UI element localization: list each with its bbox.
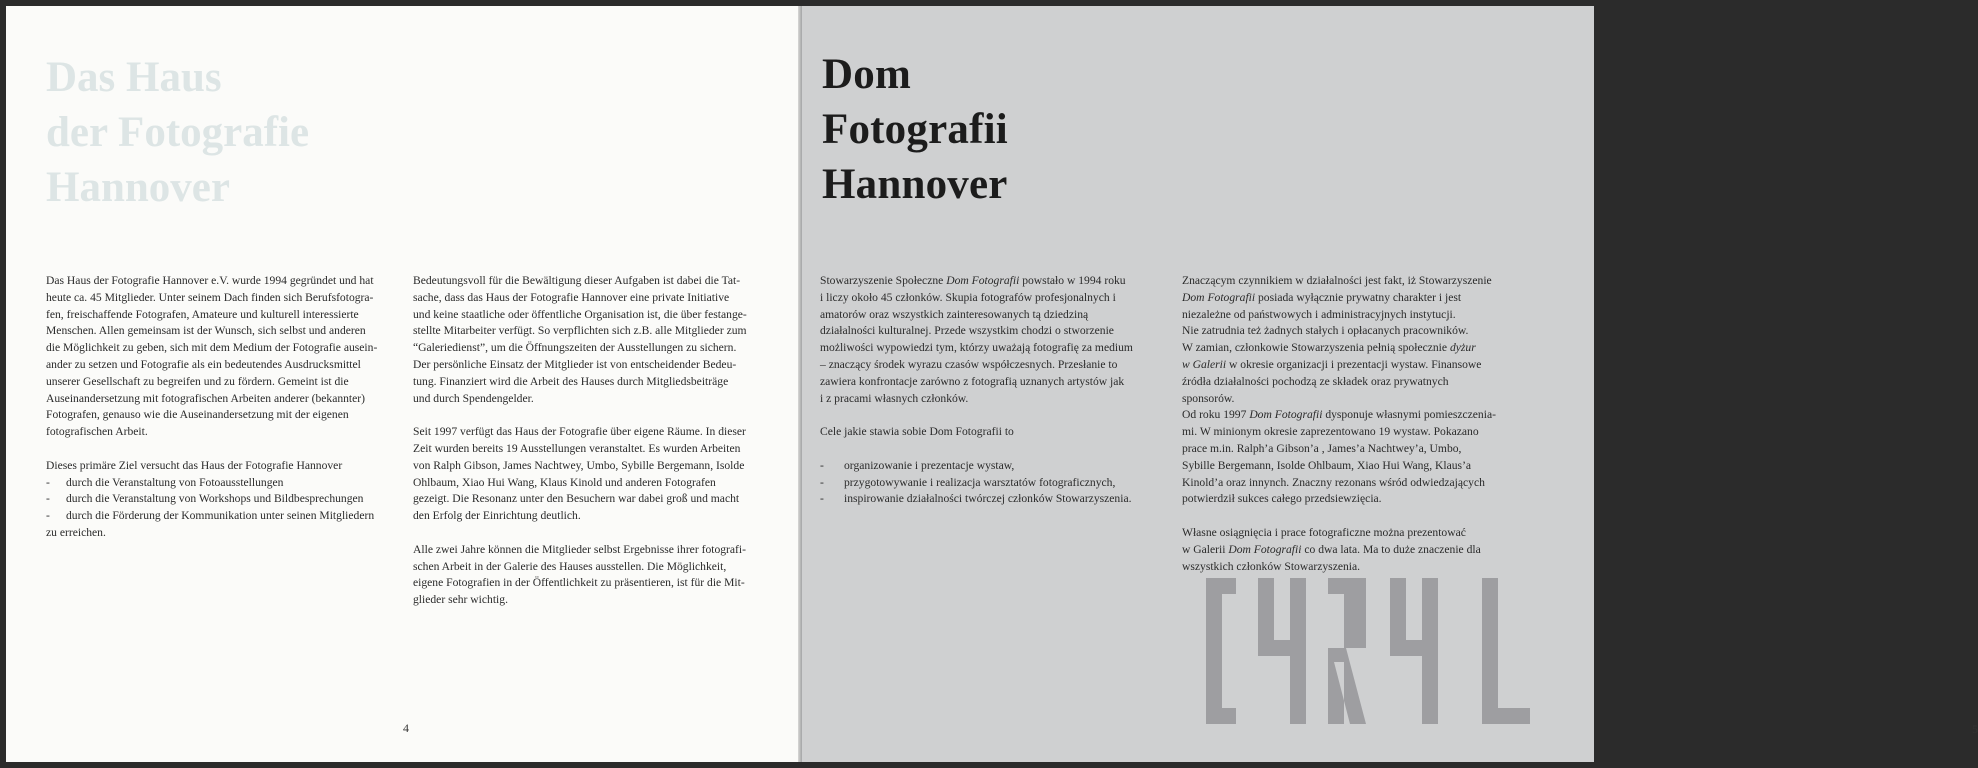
text-line: Zeit wurden bereits 19 Ausstellungen veranstaltet. Es wurden Arbeiten (413, 441, 741, 455)
watermark-letter-r (1328, 578, 1366, 724)
text-line: und keine staatliche oder öffentliche Organisation ist, die über festange- (413, 307, 747, 321)
german-paragraph-exhibitions (413, 424, 763, 525)
left-page (6, 6, 800, 762)
polish-title-line: Hannover (822, 161, 1008, 208)
polish-title-line: Fotografii (822, 106, 1008, 153)
german-column-2 (413, 273, 763, 609)
polish-column-1 (820, 273, 1170, 508)
polish-paragraph-membership (820, 273, 1170, 407)
polish-title (822, 47, 1008, 212)
text-line: fotografischen Arbeit. (46, 425, 148, 439)
text-line: Sybille Bergemann, Isolde Ohlbaum, Xiao Hui Wang, Klaus’a (1182, 458, 1472, 472)
text-line: w Galerii Dom Fotografii co dwa lata. Ma to duże znaczenie dla (1182, 542, 1481, 556)
text-line: sponsorów. (1182, 391, 1235, 405)
german-title (46, 50, 309, 215)
text-line: Auseinandersetzung mit fotografischen Arbeiten anderer (bekannter) (46, 391, 366, 405)
text-line: unserer Gesellschaft zu begreifen und zu fördern. Gemeint ist die (46, 374, 349, 388)
text-line: Das Haus der Fotografie Hannover e.V. wurde 1994 gegründet und hat (46, 274, 374, 287)
text-line: Menschen. Allen gemeinsam ist der Wunsch, sich selbst und anderen (46, 324, 366, 338)
list-item: - przygotowywanie i realizacja warsztatów fotograficznych, (820, 475, 1116, 489)
text-line: glieder sehr wichtig. (413, 593, 508, 607)
list-item: - durch die Veranstaltung von Fotoausstellungen (46, 475, 284, 489)
watermark-letter-l (1482, 578, 1530, 724)
text-line: źródła działalności pochodzą ze składek oraz prywatnych (1182, 374, 1449, 388)
text-line: Der persönliche Einsatz der Mitglieder ist von entscheidender Bedeu- (413, 357, 737, 371)
text-line: amatorów oraz wszystkich zainteresowanych tą dziedziną (820, 307, 1089, 321)
polish-goals-intro (820, 424, 1170, 441)
text-line: Od roku 1997 Dom Fotografii dysponuje własnymi pomieszczenia- (1182, 408, 1496, 422)
text-line: Cele jakie stawia sobie Dom Fotografii to (820, 425, 1014, 439)
text-line: von Ralph Gibson, James Nachtwey, Umbo, Sybille Bergemann, Isolde (413, 458, 745, 472)
text-line: Stowarzyszenie Społeczne Dom Fotografii powstało w 1994 roku (820, 274, 1126, 287)
text-line: eigene Fotografien in der Öffentlichkeit zu präsentieren, ist für die Mit- (413, 576, 745, 590)
page-number: 4 (403, 721, 409, 735)
text-line: “Galeriedienst”, um die Öffnungszeiten der Ausstellungen zu sichern. (413, 341, 737, 355)
watermark-letter-y (1258, 578, 1306, 724)
polish-column-2 (1182, 273, 1537, 575)
german-column-1 (46, 273, 396, 542)
watermark-letter-c (1206, 578, 1236, 724)
text-line: Fotografen, genauso wie die Auseinandersetzung mit der eigenen (46, 408, 349, 422)
german-title-line: Hannover (46, 164, 230, 211)
text-line: Dom Fotografii posiada wyłącznie prywatny charakter i jest (1182, 290, 1462, 304)
polish-paragraph-private (1182, 273, 1537, 508)
goals-intro: Dieses primäre Ziel versucht das Haus der Fotografie Hannover (46, 458, 343, 472)
text-line: gezeigt. Die Resonanz unter den Besuchern war dabei groß und macht (413, 492, 740, 506)
text-line: i liczy około 45 członków. Skupia fotografów profesjonalnych i (820, 290, 1116, 304)
list-item: - durch die Förderung der Kommunikation unter seinen Mitgliedern (46, 509, 375, 523)
text-line: Seit 1997 verfügt das Haus der Fotografie über eigene Räume. In dieser (413, 425, 746, 439)
text-line: prace m.in. Ralph’a Gibson’a , James’a Nachtwey’a, Umbo, (1182, 441, 1462, 455)
text-line: możliwości wypowiedzi tym, którzy uważają fotografię za medium (820, 341, 1133, 355)
watermark-letter-y (1390, 578, 1438, 724)
text-line: działalności kulturalnej. Przede wszystkim chodzi o stworzenie (820, 324, 1114, 338)
polish-title-line: Dom (822, 51, 911, 98)
text-line: stellte Mitarbeiter verfügt. So verpflichten sich z.B. alle Mitglieder zum (413, 324, 747, 338)
text-line: mi. W minionym okresie zaprezentowano 19 wystaw. Pokazano (1182, 425, 1479, 439)
text-line: die Möglichkeit zu geben, sich mit dem Medium der Fotografie ausein- (46, 341, 378, 355)
text-line: Alle zwei Jahre können die Mitglieder selbst Ergebnisse ihrer fotografi- (413, 542, 747, 556)
text-line: heute ca. 45 Mitglieder. Unter seinem Dach finden sich Berufsfotogra- (46, 290, 374, 304)
text-line: w Galerii w okresie organizacji i prezentacji wystaw. Finansowe (1182, 357, 1482, 371)
text-line: – znaczący środek wyrazu czasów współczesnych. Przesłanie to (820, 357, 1118, 371)
text-line: Kinold’a oraz innynch. Znaczny rezonans wśród odwiedzających (1182, 475, 1485, 489)
list-item: - inspirowanie działalności twórczej członków Stowarzyszenia. (820, 492, 1132, 506)
polish-paragraph-members-shows (1182, 525, 1537, 575)
text-line: und durch Spendengelder. (413, 391, 534, 405)
text-line: Bedeutungsvoll für die Bewältigung dieser Aufgaben ist dabei die Tat- (413, 274, 741, 287)
text-line: Nie zatrudnia też żadnych stałych i opłacanych pracowników. (1182, 324, 1469, 338)
german-title-line: der Fotografie (46, 109, 310, 156)
text-line: wszystkich członków Stowarzyszenia. (1182, 559, 1361, 573)
cyryl-watermark-logo (1206, 578, 1530, 724)
list-item: - organizowanie i prezentacje wystaw, (820, 458, 1015, 472)
text-line: ander zu setzen und Fotografie als ein bedeutendes Ausdrucksmittel (46, 357, 361, 371)
text-line: den Erfolg der Einrichtung deutlich. (413, 509, 581, 523)
page-number: 5 (1972, 722, 1978, 736)
text-line: Własne osiągnięcia i prace fotograficzne można prezentować (1182, 525, 1466, 539)
text-line: niezależne od państwowych i administracyjnych instytucji. (1182, 307, 1456, 321)
german-title-line: Das Haus (46, 54, 222, 101)
text-line: schen Arbeit in der Galerie des Hauses ausstellen. Die Möglichkeit, (413, 559, 727, 573)
text-line: potwierdził sukces całego przedsiewzięcia. (1182, 492, 1382, 506)
german-paragraph-volunteer (413, 273, 763, 407)
text-line: Ohlbaum, Xiao Hui Wang, Klaus Kinold und anderen Fotografen (413, 475, 716, 489)
text-line: sache, dass das Haus der Fotografie Hannover eine private Initiative (413, 290, 730, 304)
text-line: zawiera konfrontacje zarówno z fotografią uznanych artystów jak (820, 374, 1125, 388)
text-line: tung. Finanziert wird die Arbeit des Hauses durch Mitgliedsbeiträge (413, 374, 729, 388)
german-paragraph-membership (46, 273, 396, 441)
text-line: fen, freischaffende Fotografen, Amateure und kulturell interessierte (46, 307, 359, 321)
text-line: i z pracami własnych członków. (820, 391, 969, 405)
text-line: Znaczącym czynnikiem w działalności jest fakt, iż Stowarzyszenie (1182, 274, 1492, 287)
list-item: - durch die Veranstaltung von Workshops und Bildbesprechungen (46, 492, 364, 506)
text-line: W zamian, członkowie Stowarzyszenia pełnią społecznie dyżur (1182, 341, 1476, 355)
polish-goals-list (820, 458, 1170, 508)
goals-tail: zu erreichen. (46, 525, 106, 539)
german-paragraph-members-shows (413, 542, 763, 609)
german-goals-list (46, 458, 396, 542)
